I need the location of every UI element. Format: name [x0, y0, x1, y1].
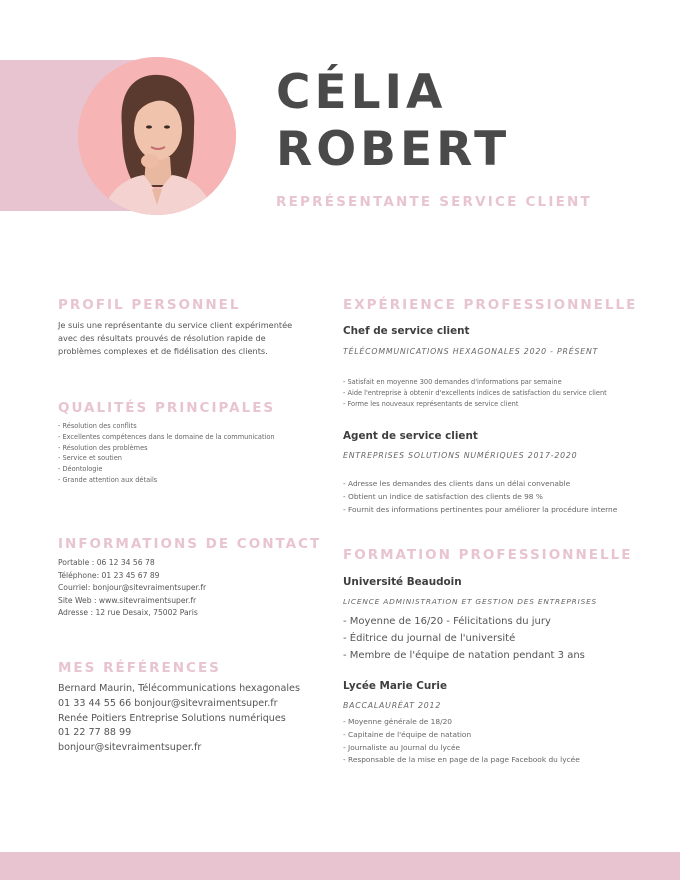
- profile-heading: PROFIL PERSONNEL: [58, 297, 241, 313]
- references-heading: MES RÉFÉRENCES: [58, 660, 221, 676]
- job-role: Agent de service client: [343, 430, 478, 442]
- first-name: CÉLIA: [276, 65, 447, 120]
- last-name: ROBERT: [276, 122, 511, 177]
- experience-heading: EXPÉRIENCE PROFESSIONNELLE: [343, 297, 638, 313]
- education-details-list: [343, 613, 585, 664]
- job-organization: TÉLÉCOMMUNICATIONS HEXAGONALES 2020 - PRÉSENT: [343, 347, 599, 356]
- postal-address: Adresse : 12 rue Desaix, 75002 Paris: [58, 608, 198, 618]
- list-item: - Journaliste au Journal du lycée: [343, 742, 461, 752]
- reference-line: 01 33 44 55 66 bonjour@sitevraimentsuper.fr: [58, 697, 278, 709]
- phone-number: Téléphone: 01 23 45 67 89: [58, 570, 160, 580]
- list-item: - Membre de l'équipe de natation pendant 3 ans: [343, 650, 585, 661]
- candidate-name: [276, 64, 510, 178]
- references-list: [58, 682, 300, 756]
- job-duties-list: [343, 377, 607, 409]
- list-item: - Capitaine de l'équipe de natation: [343, 729, 472, 739]
- email-address: Courriel: bonjour@sitevraimentsuper.fr: [58, 583, 207, 593]
- education-details-list: [343, 716, 580, 767]
- qualities-list: [58, 421, 275, 486]
- list-item: - Déontologie: [58, 465, 103, 474]
- job-role: Chef de service client: [343, 325, 470, 337]
- list-item: - Fournit des informations pertinentes pour améliorer la procédure interne: [343, 504, 618, 514]
- list-item: - Satisfait en moyenne 300 demandes d'informations par semaine: [343, 378, 562, 386]
- list-item: - Forme les nouveaux représentants de service client: [343, 399, 519, 408]
- list-item: - Excellentes compétences dans le domaine de la communication: [58, 432, 275, 441]
- list-item: - Service et soutien: [58, 454, 122, 463]
- education-heading: FORMATION PROFESSIONNELLE: [343, 547, 633, 563]
- reference-line: Renée Poitiers Entreprise Solutions numériques: [58, 712, 286, 724]
- list-item: - Aide l'entreprise à obtenir d'excellents indices de satisfaction du service client: [343, 388, 607, 397]
- website: Site Web : www.sitevraimentsuper.fr: [58, 595, 197, 605]
- qualities-heading: QUALITÉS PRINCIPALES: [58, 400, 276, 416]
- contact-heading: INFORMATIONS DE CONTACT: [58, 536, 322, 552]
- list-item: - Adresse les demandes des clients dans un délai convenable: [343, 479, 571, 488]
- list-item: - Responsable de la mise en page de la page Facebook du lycée: [343, 755, 580, 765]
- reference-line: bonjour@sitevraimentsuper.fr: [58, 742, 202, 754]
- list-item: - Éditrice du journal de l'université: [343, 633, 516, 644]
- profile-text: Je suis une représentante du service client expérimentée avec des résultats prouvés de résolution rapide de problèmes complexes et de fidélisation des clients.: [58, 320, 293, 356]
- list-item: - Obtient un indice de satisfaction des clients de 98 %: [343, 491, 543, 501]
- list-item: - Moyenne de 16/20 - Félicitations du jury: [343, 616, 551, 627]
- job-title: REPRÉSENTANTE SERVICE CLIENT: [276, 194, 592, 210]
- list-item: - Résolution des conflits: [58, 422, 137, 430]
- job-organization: ENTREPRISES SOLUTIONS NUMÉRIQUES 2017-2020: [343, 451, 578, 460]
- reference-line: Bernard Maurin, Télécommunications hexagonales: [58, 683, 300, 694]
- footer-accent-band: [0, 852, 680, 880]
- profile-photo: [78, 57, 236, 215]
- degree-name: BACCALAURÉAT 2012: [343, 701, 442, 710]
- degree-name: LICENCE ADMINISTRATION ET GESTION DES ENTREPRISES: [343, 597, 598, 606]
- job-duties-list: [343, 478, 617, 516]
- list-item: - Moyenne générale de 18/20: [343, 717, 452, 726]
- contact-info: [58, 557, 206, 620]
- reference-line: 01 22 77 88 99: [58, 727, 132, 739]
- school-name: Lycée Marie Curie: [343, 680, 448, 692]
- list-item: - Résolution des problèmes: [58, 443, 148, 452]
- list-item: - Grande attention aux détails: [58, 475, 158, 484]
- school-name: Université Beaudoin: [343, 576, 462, 588]
- mobile-number: Portable : 06 12 34 56 78: [58, 558, 155, 567]
